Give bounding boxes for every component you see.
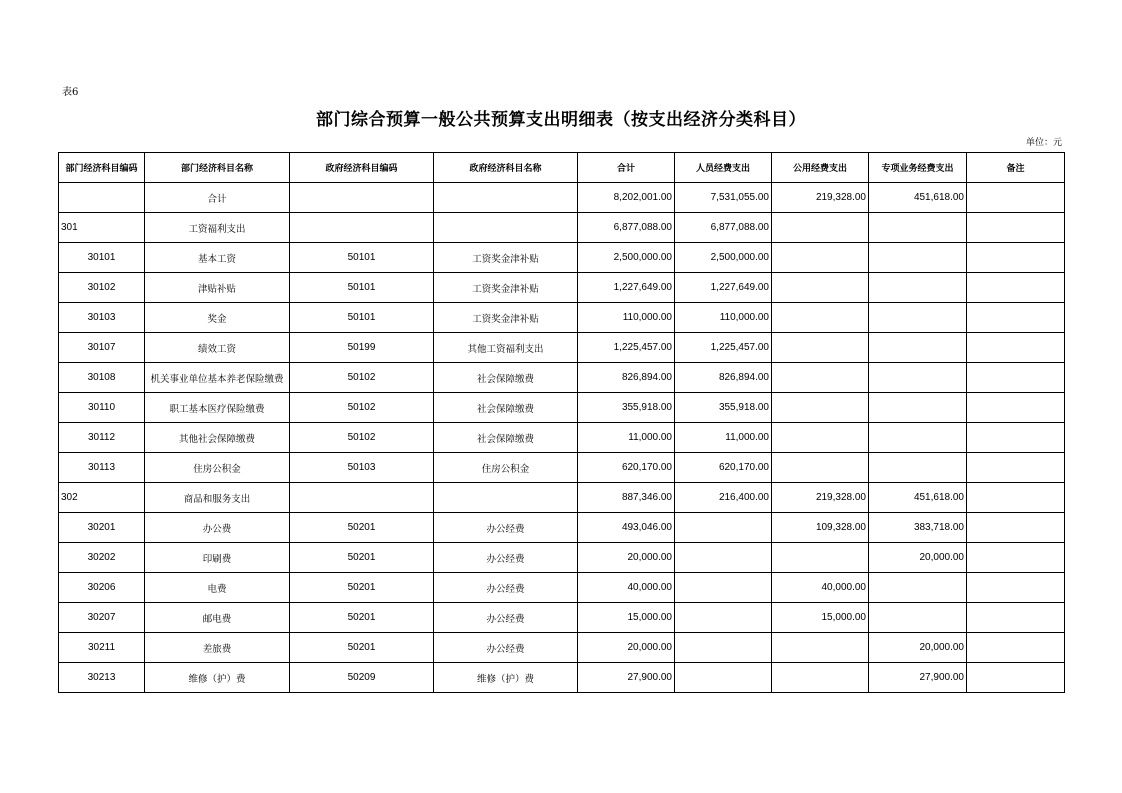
cell-gov-name: 办公经费 — [434, 543, 578, 573]
cell-total: 20,000.00 — [578, 543, 675, 573]
table-row — [59, 573, 1065, 603]
cell-public — [772, 363, 869, 393]
unit-value: 元 — [1052, 138, 1062, 148]
cell-gov-name: 办公经费 — [434, 633, 578, 663]
cell-dept-name: 津贴补贴 — [145, 273, 290, 303]
cell-personnel: 826,894.00 — [675, 363, 772, 393]
table-row — [59, 453, 1065, 483]
cell-gov-name: 维修（护）费 — [434, 663, 578, 693]
cell-dept-name: 印刷费 — [145, 543, 290, 573]
table-row — [59, 363, 1065, 393]
cell-special: 20,000.00 — [869, 543, 967, 573]
table-row — [59, 393, 1065, 423]
cell-personnel: 355,918.00 — [675, 393, 772, 423]
cell-gov-name: 社会保障缴费 — [434, 393, 578, 423]
cell-dept-code: 30207 — [59, 603, 145, 633]
table-row — [59, 213, 1065, 243]
cell-public — [772, 663, 869, 693]
table-row — [59, 633, 1065, 663]
cell-gov-code: 50101 — [290, 273, 434, 303]
cell-gov-code: 50201 — [290, 573, 434, 603]
cell-total: 20,000.00 — [578, 633, 675, 663]
cell-special — [869, 333, 967, 363]
cell-dept-code: 30103 — [59, 303, 145, 333]
cell-note — [967, 393, 1065, 423]
cell-note — [967, 483, 1065, 513]
cell-dept-code: 30101 — [59, 243, 145, 273]
cell-note — [967, 363, 1065, 393]
cell-dept-name: 合计 — [145, 183, 290, 213]
cell-special: 451,618.00 — [869, 483, 967, 513]
table-row — [59, 423, 1065, 453]
cell-total: 6,877,088.00 — [578, 213, 675, 243]
cell-dept-code — [59, 183, 145, 213]
cell-dept-name: 绩效工资 — [145, 333, 290, 363]
cell-dept-code: 302 — [59, 483, 145, 513]
cell-gov-name: 社会保障缴费 — [434, 423, 578, 453]
header-special: 专项业务经费支出 — [869, 153, 967, 183]
cell-gov-code: 50102 — [290, 393, 434, 423]
cell-gov-code — [290, 213, 434, 243]
table-number-label: 表6 — [62, 87, 79, 98]
cell-gov-code: 50101 — [290, 243, 434, 273]
cell-note — [967, 333, 1065, 363]
cell-dept-name: 办公费 — [145, 513, 290, 543]
table-header-row — [59, 153, 1065, 183]
cell-public: 219,328.00 — [772, 483, 869, 513]
cell-personnel: 1,225,457.00 — [675, 333, 772, 363]
cell-total: 15,000.00 — [578, 603, 675, 633]
cell-personnel: 110,000.00 — [675, 303, 772, 333]
cell-public — [772, 243, 869, 273]
cell-personnel: 6,877,088.00 — [675, 213, 772, 243]
cell-note — [967, 513, 1065, 543]
cell-dept-name: 商品和服务支出 — [145, 483, 290, 513]
cell-dept-code: 30112 — [59, 423, 145, 453]
cell-total: 355,918.00 — [578, 393, 675, 423]
cell-dept-code: 30206 — [59, 573, 145, 603]
cell-personnel: 7,531,055.00 — [675, 183, 772, 213]
cell-dept-name: 电费 — [145, 573, 290, 603]
header-note: 备注 — [967, 153, 1065, 183]
cell-personnel — [675, 573, 772, 603]
table-row — [59, 543, 1065, 573]
cell-special — [869, 423, 967, 453]
cell-note — [967, 303, 1065, 333]
cell-personnel: 620,170.00 — [675, 453, 772, 483]
cell-dept-code: 301 — [59, 213, 145, 243]
cell-gov-code: 50101 — [290, 303, 434, 333]
cell-gov-name: 办公经费 — [434, 573, 578, 603]
cell-gov-name: 住房公积金 — [434, 453, 578, 483]
cell-public: 219,328.00 — [772, 183, 869, 213]
cell-special — [869, 303, 967, 333]
cell-total: 826,894.00 — [578, 363, 675, 393]
cell-dept-name: 住房公积金 — [145, 453, 290, 483]
cell-personnel: 1,227,649.00 — [675, 273, 772, 303]
document-title: 部门综合预算一般公共预算支出明细表（按支出经济分类科目） — [316, 110, 806, 130]
header-gov-name: 政府经济科目名称 — [434, 153, 578, 183]
cell-special: 383,718.00 — [869, 513, 967, 543]
cell-gov-name: 工资奖金津补贴 — [434, 273, 578, 303]
cell-note — [967, 213, 1065, 243]
cell-dept-name: 其他社会保障缴费 — [145, 423, 290, 453]
table-row — [59, 513, 1065, 543]
unit-label: 单位： — [1025, 138, 1053, 148]
cell-note — [967, 603, 1065, 633]
cell-gov-code — [290, 483, 434, 513]
cell-public — [772, 393, 869, 423]
header-gov-code: 政府经济科目编码 — [290, 153, 434, 183]
cell-dept-code: 30201 — [59, 513, 145, 543]
cell-personnel: 2,500,000.00 — [675, 243, 772, 273]
cell-dept-code: 30107 — [59, 333, 145, 363]
cell-special — [869, 573, 967, 603]
cell-dept-code: 30108 — [59, 363, 145, 393]
cell-personnel — [675, 543, 772, 573]
cell-public — [772, 423, 869, 453]
cell-total: 493,046.00 — [578, 513, 675, 543]
cell-personnel: 11,000.00 — [675, 423, 772, 453]
cell-total: 620,170.00 — [578, 453, 675, 483]
cell-dept-name: 职工基本医疗保险缴费 — [145, 393, 290, 423]
cell-dept-code: 30102 — [59, 273, 145, 303]
cell-public: 40,000.00 — [772, 573, 869, 603]
header-personnel: 人员经费支出 — [675, 153, 772, 183]
cell-total: 8,202,001.00 — [578, 183, 675, 213]
cell-special — [869, 213, 967, 243]
cell-note — [967, 573, 1065, 603]
cell-dept-code: 30202 — [59, 543, 145, 573]
cell-note — [967, 543, 1065, 573]
cell-gov-code: 50102 — [290, 363, 434, 393]
cell-dept-name: 机关事业单位基本养老保险缴费 — [145, 363, 290, 393]
table-row — [59, 273, 1065, 303]
cell-total: 1,225,457.00 — [578, 333, 675, 363]
cell-gov-name — [434, 213, 578, 243]
cell-special — [869, 603, 967, 633]
cell-total: 27,900.00 — [578, 663, 675, 693]
cell-gov-name: 工资奖金津补贴 — [434, 303, 578, 333]
cell-note — [967, 633, 1065, 663]
cell-special: 27,900.00 — [869, 663, 967, 693]
cell-public — [772, 633, 869, 663]
cell-gov-name: 办公经费 — [434, 603, 578, 633]
cell-gov-code — [290, 183, 434, 213]
cell-note — [967, 273, 1065, 303]
cell-total: 110,000.00 — [578, 303, 675, 333]
cell-special — [869, 453, 967, 483]
header-public: 公用经费支出 — [772, 153, 869, 183]
cell-gov-code: 50201 — [290, 543, 434, 573]
table-row — [59, 183, 1065, 213]
cell-gov-name — [434, 183, 578, 213]
cell-total: 11,000.00 — [578, 423, 675, 453]
cell-dept-code: 30110 — [59, 393, 145, 423]
cell-dept-name: 维修（护）费 — [145, 663, 290, 693]
cell-special — [869, 273, 967, 303]
cell-public: 15,000.00 — [772, 603, 869, 633]
cell-gov-name: 社会保障缴费 — [434, 363, 578, 393]
cell-note — [967, 663, 1065, 693]
cell-special — [869, 243, 967, 273]
cell-note — [967, 243, 1065, 273]
table-row — [59, 303, 1065, 333]
cell-total: 2,500,000.00 — [578, 243, 675, 273]
cell-public: 109,328.00 — [772, 513, 869, 543]
cell-public — [772, 333, 869, 363]
cell-gov-code: 50201 — [290, 603, 434, 633]
cell-gov-name — [434, 483, 578, 513]
cell-special: 451,618.00 — [869, 183, 967, 213]
cell-dept-name: 工资福利支出 — [145, 213, 290, 243]
cell-public — [772, 303, 869, 333]
cell-personnel — [675, 513, 772, 543]
table-row — [59, 483, 1065, 513]
cell-public — [772, 213, 869, 243]
cell-dept-name: 基本工资 — [145, 243, 290, 273]
table-row — [59, 603, 1065, 633]
cell-gov-code: 50201 — [290, 513, 434, 543]
header-total: 合计 — [578, 153, 675, 183]
cell-special — [869, 363, 967, 393]
cell-note — [967, 183, 1065, 213]
unit-indicator — [1026, 135, 1062, 148]
cell-total: 40,000.00 — [578, 573, 675, 603]
header-dept-code: 部门经济科目编码 — [59, 153, 145, 183]
cell-special: 20,000.00 — [869, 633, 967, 663]
header-dept-name: 部门经济科目名称 — [145, 153, 290, 183]
cell-gov-name: 工资奖金津补贴 — [434, 243, 578, 273]
cell-dept-name: 奖金 — [145, 303, 290, 333]
cell-gov-code: 50209 — [290, 663, 434, 693]
budget-detail-table — [58, 152, 1065, 693]
table-row — [59, 243, 1065, 273]
cell-personnel — [675, 633, 772, 663]
cell-public — [772, 273, 869, 303]
cell-dept-code: 30211 — [59, 633, 145, 663]
cell-gov-code: 50199 — [290, 333, 434, 363]
cell-personnel: 216,400.00 — [675, 483, 772, 513]
cell-special — [869, 393, 967, 423]
table-row — [59, 333, 1065, 363]
cell-dept-name: 差旅费 — [145, 633, 290, 663]
cell-dept-code: 30213 — [59, 663, 145, 693]
cell-personnel — [675, 603, 772, 633]
cell-dept-code: 30113 — [59, 453, 145, 483]
cell-gov-code: 50103 — [290, 453, 434, 483]
cell-total: 1,227,649.00 — [578, 273, 675, 303]
cell-personnel — [675, 663, 772, 693]
cell-dept-name: 邮电费 — [145, 603, 290, 633]
table-body — [59, 183, 1065, 693]
table-row — [59, 663, 1065, 693]
cell-note — [967, 423, 1065, 453]
cell-gov-code: 50102 — [290, 423, 434, 453]
cell-public — [772, 543, 869, 573]
cell-public — [772, 453, 869, 483]
cell-note — [967, 453, 1065, 483]
cell-total: 887,346.00 — [578, 483, 675, 513]
cell-gov-code: 50201 — [290, 633, 434, 663]
cell-gov-name: 办公经费 — [434, 513, 578, 543]
cell-gov-name: 其他工资福利支出 — [434, 333, 578, 363]
